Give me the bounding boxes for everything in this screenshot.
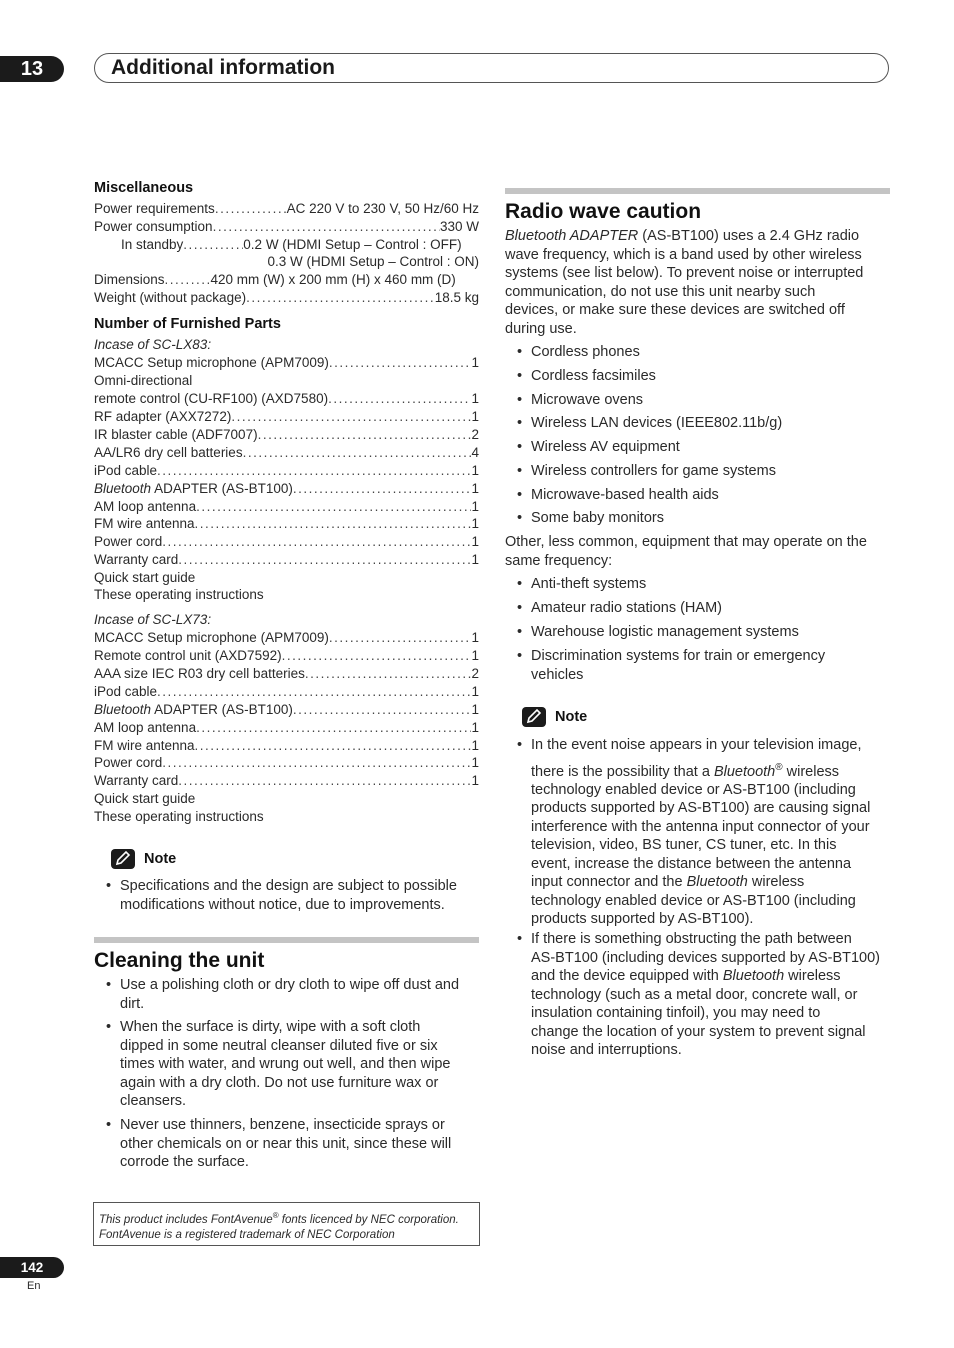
device-item: • Amateur radio stations (HAM) <box>531 599 722 618</box>
part-row: MCACC Setup microphone (APM7009) ..... 1 <box>94 629 479 647</box>
device-item: • Wireless controllers for game systems <box>531 462 776 481</box>
spec-row: In standby ..... 0.2 W (HDMI Setup – Control : OFF) <box>121 236 479 254</box>
part-row: These operating instructions <box>94 809 264 824</box>
device-item: • Cordless phones <box>531 343 640 362</box>
spec-row: Dimensions ..... 420 mm (W) x 200 mm (H) x 460 mm (D) <box>94 271 479 289</box>
part-row: Warranty card ..... 1 <box>94 772 479 790</box>
part-row: Quick start guide <box>94 570 196 585</box>
chapter-badge: 13 <box>0 56 64 82</box>
part-row: iPod cable ..... 1 <box>94 683 479 701</box>
radio-intro: Bluetooth ADAPTER (AS-BT100) uses a 2.4 GHz radio wave frequency, which is a band used by other wireless systems (see list below). To prevent noise or interrupted communication, do not use this unit nearby such devices, or make sure these devices are switched off during use. <box>505 228 864 337</box>
part-row: Quick start guide <box>94 791 196 806</box>
part-row: FM wire antenna ..... 1 <box>94 515 479 533</box>
part-row: MCACC Setup microphone (APM7009) ..... 1 <box>94 354 479 372</box>
note-label: Note <box>144 851 177 867</box>
note-bullet: • Specifications and the design are subject to possible modifications without notice, due to improvements. <box>120 877 480 914</box>
device-item: • Wireless LAN devices (IEEE802.11b/g) <box>531 414 782 433</box>
part-row: Omni-directional <box>94 373 193 388</box>
note-pencil-icon <box>111 849 135 869</box>
radio-title: Radio wave caution <box>505 200 702 223</box>
device-item: • Some baby monitors <box>531 509 664 528</box>
device-item: • Anti-theft systems <box>531 575 646 594</box>
device-item: • Microwave ovens <box>531 391 643 410</box>
cleaning-bullet: • Never use thinners, benzene, insecticide sprays or other chemicals on or near this unit, since these will corrode the surface. <box>120 1116 480 1172</box>
parts-heading: Number of Furnished Parts <box>94 316 281 332</box>
note-bullet: • If there is something obstructing the path between AS-BT100 (including devices supported by AS-BT100) and the device equipped with Bluetooth wireless technology (such as a metal door, concrete wall, or insulation containing tinfoil), you may need to change the location of your system to prevent signal noise and interruptions. <box>531 930 893 1060</box>
note-bullet: • In the event noise appears in your television image, there is the possibility that a Bluetooth® wireless technology enabled device or AS-BT100 (including products supported by AS-BT100) are causing signal interference with the antenna input connector of your television, video, BS tuner, CS tuner, etc. In this event, increase the distance between the antenna input connector and the Bluetooth wireless technology enabled device or AS-BT100 (including products supported by AS-BT100). <box>531 736 893 929</box>
part-row: IR blaster cable (ADF7007) ..... 2 <box>94 426 479 444</box>
cleaning-bullet: • When the surface is dirty, wipe with a soft cloth dipped in some neutral cleanser diluted five or six times with water, and wrung out well, and then wipe again with a dry cloth. Do not use furniture wax or cleansers. <box>120 1018 480 1111</box>
model-label: Incase of SC-LX73: <box>94 612 212 627</box>
part-row: AM loop antenna ..... 1 <box>94 498 479 516</box>
device-item: • Microwave-based health aids <box>531 486 719 505</box>
cleaning-bullet: • Use a polishing cloth or dry cloth to wipe off dust and dirt. <box>120 976 480 1013</box>
part-row: RF adapter (AXX7272) ..... 1 <box>94 408 479 426</box>
device-item: • Cordless facsimiles <box>531 367 656 386</box>
part-row: Bluetooth ADAPTER (AS-BT100) ..... 1 <box>94 701 479 719</box>
radio-other: Other, less common, equipment that may operate on the same frequency: <box>505 534 867 569</box>
font-license-box: This product includes FontAvenue® fonts licenced by NEC corporation. FontAvenue is a registered trademark of NEC Corporation <box>93 1202 480 1246</box>
part-row: iPod cable ..... 1 <box>94 462 479 480</box>
part-row: These operating instructions <box>94 587 264 602</box>
part-row: Warranty card ..... 1 <box>94 551 479 569</box>
language-code: En <box>27 1280 41 1292</box>
page-number: 142 <box>0 1257 64 1278</box>
device-item: • Wireless AV equipment <box>531 438 680 457</box>
page-title: Additional information <box>111 56 335 79</box>
spec-row: Power requirements ..... AC 220 V to 230 V, 50 Hz/60 Hz <box>94 200 479 218</box>
misc-heading: Miscellaneous <box>94 180 194 196</box>
note-pencil-icon <box>522 707 546 727</box>
device-item: • Discrimination systems for train or emergency vehicles <box>531 647 891 684</box>
model-label: Incase of SC-LX83: <box>94 337 212 352</box>
spec-row: Power consumption ..... 330 W <box>94 218 479 236</box>
part-row: Power cord ..... 1 <box>94 754 479 772</box>
note-label: Note <box>555 709 588 725</box>
part-row: Bluetooth ADAPTER (AS-BT100) ..... 1 <box>94 480 479 498</box>
spec-row: Weight (without package) ..... 18.5 kg <box>94 289 479 307</box>
part-row: AM loop antenna ..... 1 <box>94 719 479 737</box>
spec-row: 0.3 W (HDMI Setup – Control : ON) <box>267 254 479 269</box>
section-rule <box>505 188 890 194</box>
part-row: FM wire antenna ..... 1 <box>94 737 479 755</box>
part-row: AA/LR6 dry cell batteries ..... 4 <box>94 444 479 462</box>
part-row: Remote control unit (AXD7592) ..... 1 <box>94 647 479 665</box>
device-item: • Warehouse logistic management systems <box>531 623 799 642</box>
section-rule <box>94 937 479 943</box>
part-row: AAA size IEC R03 dry cell batteries ..... 2 <box>94 665 479 683</box>
part-row: remote control (CU-RF100) (AXD7580) ..... 1 <box>94 390 479 408</box>
part-row: Power cord ..... 1 <box>94 533 479 551</box>
cleaning-title: Cleaning the unit <box>94 949 265 972</box>
